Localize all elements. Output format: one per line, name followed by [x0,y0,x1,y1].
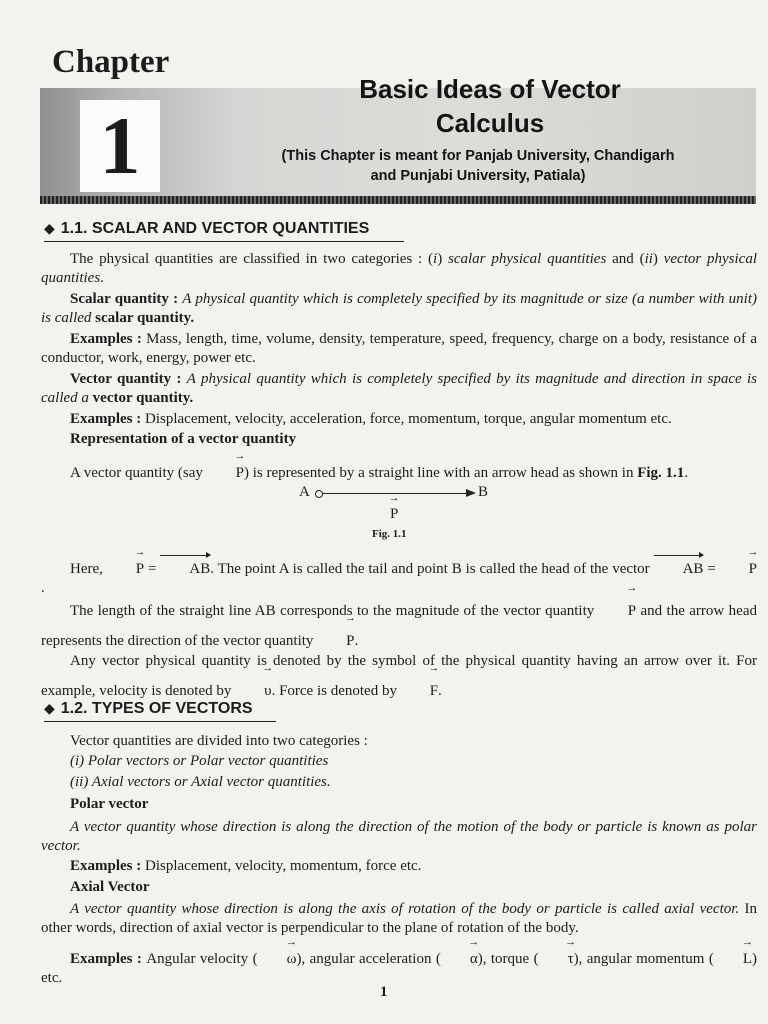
subheading-representation [41,430,757,449]
text: . [100,270,104,286]
text: ) etc. [41,951,758,986]
text: . The point A is called the tail and point B is called the head of the vector [210,561,654,577]
chapter-subtitle-line1: (This Chapter is meant for Panjab University, Chandigarh [281,148,675,164]
chapter-label: Chapter [52,44,170,80]
text: . [438,683,442,699]
paragraph-polar-definition [41,818,757,856]
figure-label-a: A [299,484,310,500]
text: ), angular acceleration ( [296,951,441,967]
paragraph-scalar-examples [41,330,757,368]
paragraph-intro [41,250,757,288]
list-item-axial [70,773,756,792]
chapter-title [290,72,690,140]
paragraph-polar-examples [70,857,756,876]
chapter-title-line2: Calculus [435,108,545,138]
text: A vector quantity (say [70,465,207,481]
vector-v: → υ [235,676,271,706]
figure-tail-dot [315,490,323,498]
diamond-bullet-icon: ◆ [44,700,55,716]
text: ), torque ( [477,951,539,967]
chapter-subtitle-line2: and Punjabi University, Patiala) [370,168,586,184]
axial-vector-heading: Axial Vector [70,879,150,895]
vector-F: → F [401,676,438,706]
text: Angular velocity ( [146,951,258,967]
list-text: Axial vectors or Axial vector quantities. [91,774,331,790]
vector-P: → P [107,560,144,579]
section-heading-1-2 [44,700,276,722]
arrow-head-icon [466,489,476,497]
section-heading-text: 1.1. SCALAR AND VECTOR QUANTITIES [60,220,370,237]
header-bottom-rule [40,196,756,204]
vector-AB: AB [160,560,210,579]
vector-alpha: → α [441,950,478,969]
vector-L: → L [714,950,752,969]
list-item-polar [70,752,756,771]
text: ) [652,251,664,267]
vector-P: → P [207,464,244,483]
label-scalar-quantity: Scalar quantity : [70,291,183,307]
text: and the arrow head represents the direction of the vector quantity [41,603,757,649]
paragraph-axial-examples [41,950,757,988]
vector-P: → P [317,626,354,656]
label-vector-quantity: Vector quantity : [70,371,187,387]
text: = [703,561,720,577]
term-vector-physical-quantities: vector physical quantities [41,251,758,286]
text: . Force is denoted by [271,683,401,699]
figure-label-p: → P [390,506,398,523]
chapter-number-box [80,100,160,192]
representation-heading: Representation of a vector quantity [70,431,297,447]
list-number: (i) [70,753,88,769]
figure-reference: Fig. 1.1 [637,465,685,481]
chapter-number: 1 [99,100,141,191]
text: = [144,561,161,577]
text-italic: ii [644,251,653,267]
polar-definition: A vector quantity whose direction is along the direction of the motion of the body or particle is known as polar vector. [41,819,757,854]
vector-P: → P [599,596,636,626]
diamond-bullet-icon: ◆ [44,220,55,236]
paragraph-axial-definition [41,900,757,938]
axial-definition-continued: In other words, direction of axial vector is perpendicular to the plane of rotation of the body. [41,901,757,936]
term-scalar-quantity: scalar quantity. [95,310,195,326]
text: The length of the straight line AB corresponds to the magnitude of the vector quantity [70,603,599,619]
figure-caption: Fig. 1.1 [372,528,407,540]
section-heading-text: 1.2. TYPES OF VECTORS [60,700,253,717]
vector-omega: → ω [258,950,297,969]
text: . [684,465,689,481]
list-text: Polar vectors or Polar vector quantities [87,753,329,769]
polar-vector-heading: Polar vector [70,796,149,812]
vector-AB: AB [654,560,704,579]
label-examples: Examples : [70,331,147,347]
subheading-polar-vector [70,795,756,814]
page-number: 1 [380,984,388,1000]
scalar-definition: A physical quantity which is completely specified by its magnitude or size (a number with unit) is called [41,291,758,326]
text: Vector quantities are divided into two categories : [70,733,368,749]
text: . [41,580,45,596]
term-scalar-physical-quantities: scalar physical quantities [448,251,607,267]
scalar-examples: Mass, length, time, volume, density, temperature, speed, frequency, charge on a body, resistance of a conductor, work, energy, power etc. [41,331,758,366]
axial-definition: A vector quantity whose direction is along the axis of rotation of the body or particle is called axial vector. [70,901,740,917]
chapter-subtitle [248,146,708,186]
vector-examples: Displacement, velocity, acceleration, force, momentum, torque, angular momentum etc. [145,411,672,427]
text: . [354,633,359,649]
label-examples: Examples : [70,858,145,874]
paragraph-vector-examples [41,410,757,429]
vector-definition: A physical quantity which is completely specified by its magnitude and direction in space is called a [41,371,757,406]
text-italic: i [433,251,438,267]
text: ), angular momentum ( [573,951,714,967]
text: and ( [606,251,645,267]
text: ) [437,251,449,267]
chapter-title-line1: Basic Ideas of Vector [359,74,621,104]
list-number: (ii) [70,774,92,790]
term-vector-quantity: vector quantity. [92,390,194,406]
text: The physical quantities are classified in two categories : ( [70,251,434,267]
paragraph-representation [41,464,757,483]
polar-examples: Displacement, velocity, momentum, force etc. [145,858,422,874]
text: ) is represented by a straight line with an arrow head as shown in [243,465,638,481]
paragraph-scalar-definition [41,290,757,328]
paragraph-types-intro [70,732,756,751]
paragraph-here [41,560,757,598]
text: Any vector physical quantity is denoted by the symbol of the physical quantity having an arrow over it. For example, velocity is denoted by [41,653,757,699]
vector-P: → P [720,560,757,579]
vector-tau: → τ [539,950,574,969]
figure-label-b: B [478,484,489,500]
text: Here, [70,561,107,577]
label-examples: Examples : [70,411,145,427]
paragraph-notation [41,646,757,706]
paragraph-vector-definition [41,370,757,408]
label-examples: Examples : [70,951,147,967]
subheading-axial-vector [70,878,756,897]
section-heading-1-1 [44,220,404,242]
